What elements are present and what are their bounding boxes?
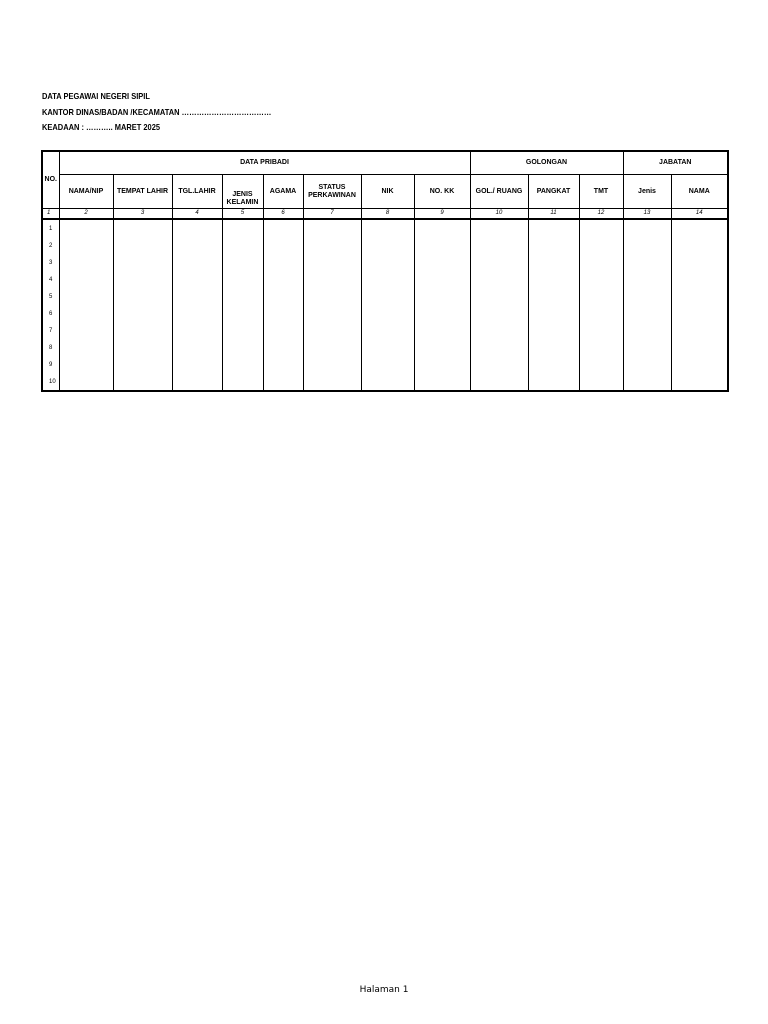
column-number: 6 (263, 209, 303, 220)
column-number-row (42, 209, 728, 220)
table-cell[interactable] (303, 254, 361, 271)
table-cell[interactable] (59, 322, 113, 339)
column-header: PANGKAT (528, 175, 579, 209)
table-cell[interactable] (579, 219, 623, 237)
row-number: 8 (42, 339, 59, 356)
table-cell[interactable] (361, 237, 414, 254)
table-cell[interactable] (303, 271, 361, 288)
table-row (42, 373, 728, 391)
table-cell[interactable] (222, 271, 263, 288)
table-cell[interactable] (671, 356, 728, 373)
table-cell[interactable] (623, 254, 671, 271)
column-number: 1 (42, 209, 59, 220)
column-number: 11 (528, 209, 579, 220)
employee-data-table (41, 150, 729, 392)
table-cell[interactable] (361, 288, 414, 305)
table-cell[interactable] (579, 254, 623, 271)
row-number: 3 (42, 254, 59, 271)
table-cell[interactable] (470, 339, 528, 356)
column-number: 12 (579, 209, 623, 220)
column-header: TMT (579, 175, 623, 209)
table-cell[interactable] (113, 339, 172, 356)
table-cell[interactable] (528, 322, 579, 339)
table-cell[interactable] (470, 288, 528, 305)
table-cell[interactable] (671, 373, 728, 391)
table-cell[interactable] (303, 219, 361, 237)
office-line: KANTOR DINAS/BADAN /KECAMATAN ……………………………… (42, 107, 272, 117)
row-number: 7 (42, 322, 59, 339)
table-cell[interactable] (528, 219, 579, 237)
table-cell[interactable] (579, 271, 623, 288)
table-cell[interactable] (113, 219, 172, 237)
table-cell[interactable] (303, 373, 361, 391)
table-cell[interactable] (263, 271, 303, 288)
table-cell[interactable] (361, 322, 414, 339)
table-cell[interactable] (172, 339, 222, 356)
table-row (42, 322, 728, 339)
table-cell[interactable] (414, 254, 470, 271)
table-cell[interactable] (263, 339, 303, 356)
table-cell[interactable] (623, 339, 671, 356)
table-row (42, 271, 728, 288)
table-cell[interactable] (623, 373, 671, 391)
page-number: Halaman 1 (359, 985, 409, 995)
table-cell[interactable] (303, 339, 361, 356)
row-number: 5 (42, 288, 59, 305)
table-cell[interactable] (222, 356, 263, 373)
table-cell[interactable] (113, 271, 172, 288)
table-cell[interactable] (470, 254, 528, 271)
table-cell[interactable] (414, 373, 470, 391)
table-cell[interactable] (671, 219, 728, 237)
column-number: 4 (172, 209, 222, 220)
status-date-line: KEADAAN : ……….. MARET 2025 (42, 122, 161, 132)
table-cell[interactable] (113, 237, 172, 254)
column-number: 8 (361, 209, 414, 220)
column-number: 5 (222, 209, 263, 220)
table-cell[interactable] (671, 288, 728, 305)
table-cell[interactable] (623, 356, 671, 373)
table-cell[interactable] (528, 288, 579, 305)
table-cell[interactable] (361, 219, 414, 237)
table-cell[interactable] (172, 373, 222, 391)
table-cell[interactable] (263, 305, 303, 322)
table-row (42, 219, 728, 237)
table-row (42, 305, 728, 322)
table-cell[interactable] (470, 373, 528, 391)
table-cell[interactable] (172, 237, 222, 254)
column-number: 3 (113, 209, 172, 220)
column-header: NAMA/NIP (59, 175, 113, 209)
column-number: 9 (414, 209, 470, 220)
column-header: STATUS PERKAWINAN (303, 175, 361, 209)
column-number: 10 (470, 209, 528, 220)
table-cell[interactable] (263, 237, 303, 254)
table-cell[interactable] (623, 288, 671, 305)
table-cell[interactable] (361, 356, 414, 373)
table-cell[interactable] (414, 237, 470, 254)
column-header: NO. KK (414, 175, 470, 209)
table-cell[interactable] (579, 373, 623, 391)
table-cell[interactable] (579, 356, 623, 373)
table-cell[interactable] (59, 305, 113, 322)
table-cell[interactable] (263, 254, 303, 271)
table-cell[interactable] (172, 322, 222, 339)
column-header: NIK (361, 175, 414, 209)
table-cell[interactable] (579, 305, 623, 322)
table-cell[interactable] (172, 254, 222, 271)
table-cell[interactable] (222, 373, 263, 391)
row-number: 10 (42, 373, 59, 391)
table-cell[interactable] (470, 305, 528, 322)
table-cell[interactable] (59, 339, 113, 356)
table-row (42, 254, 728, 271)
table-cell[interactable] (361, 305, 414, 322)
table-cell[interactable] (172, 271, 222, 288)
table-cell[interactable] (528, 356, 579, 373)
table-cell[interactable] (303, 356, 361, 373)
table-cell[interactable] (59, 254, 113, 271)
table-cell[interactable] (59, 288, 113, 305)
table-cell[interactable] (671, 322, 728, 339)
table-cell[interactable] (113, 305, 172, 322)
table-cell[interactable] (172, 305, 222, 322)
table-cell[interactable] (172, 288, 222, 305)
column-number: 14 (671, 209, 728, 220)
column-header: JENIS KELAMIN (222, 175, 263, 209)
table-cell[interactable] (361, 271, 414, 288)
table-cell[interactable] (263, 219, 303, 237)
table-cell[interactable] (623, 237, 671, 254)
data-pribadi-header: DATA PRIBADI (59, 151, 470, 175)
form-title: DATA PEGAWAI NEGERI SIPIL (42, 91, 150, 101)
table-cell[interactable] (579, 322, 623, 339)
table-cell[interactable] (222, 339, 263, 356)
column-header-row (42, 175, 728, 209)
column-header: AGAMA (263, 175, 303, 209)
table-cell[interactable] (113, 288, 172, 305)
table-cell[interactable] (414, 339, 470, 356)
table-cell[interactable] (263, 373, 303, 391)
table-cell[interactable] (222, 288, 263, 305)
data-rows (42, 219, 728, 391)
table-row (42, 288, 728, 305)
table-cell[interactable] (59, 356, 113, 373)
table-cell[interactable] (59, 219, 113, 237)
table-cell[interactable] (414, 322, 470, 339)
table-cell[interactable] (470, 322, 528, 339)
table-cell[interactable] (361, 373, 414, 391)
table-cell[interactable] (361, 254, 414, 271)
table-cell[interactable] (671, 237, 728, 254)
table-row (42, 237, 728, 254)
table-cell[interactable] (528, 339, 579, 356)
table-cell[interactable] (263, 288, 303, 305)
table-cell[interactable] (414, 305, 470, 322)
row-number: 2 (42, 237, 59, 254)
table-cell[interactable] (579, 339, 623, 356)
table-cell[interactable] (172, 356, 222, 373)
jabatan-header: JABATAN (623, 151, 728, 175)
table-cell[interactable] (113, 322, 172, 339)
table-cell[interactable] (528, 271, 579, 288)
table-cell[interactable] (172, 219, 222, 237)
table-cell[interactable] (623, 219, 671, 237)
row-number: 1 (42, 219, 59, 237)
row-number: 4 (42, 271, 59, 288)
no-header: NO. (42, 151, 59, 209)
table-cell[interactable] (623, 322, 671, 339)
table-row (42, 339, 728, 356)
row-number: 9 (42, 356, 59, 373)
table-cell[interactable] (222, 219, 263, 237)
table-cell[interactable] (113, 373, 172, 391)
table-cell[interactable] (528, 254, 579, 271)
table-cell[interactable] (470, 237, 528, 254)
row-number: 6 (42, 305, 59, 322)
table-cell[interactable] (528, 305, 579, 322)
table-cell[interactable] (222, 254, 263, 271)
table-cell[interactable] (414, 271, 470, 288)
table-cell[interactable] (59, 271, 113, 288)
column-header: NAMA (671, 175, 728, 209)
table-cell[interactable] (528, 373, 579, 391)
table-cell[interactable] (414, 288, 470, 305)
table-cell[interactable] (671, 254, 728, 271)
table-cell[interactable] (303, 288, 361, 305)
table-cell[interactable] (303, 305, 361, 322)
table-cell[interactable] (59, 373, 113, 391)
table-cell[interactable] (303, 322, 361, 339)
table-cell[interactable] (579, 237, 623, 254)
table-cell[interactable] (470, 219, 528, 237)
table-cell[interactable] (671, 339, 728, 356)
column-header: TGL.LAHIR (172, 175, 222, 209)
table-cell[interactable] (579, 288, 623, 305)
table-cell[interactable] (470, 356, 528, 373)
table-cell[interactable] (528, 237, 579, 254)
column-number: 2 (59, 209, 113, 220)
column-header: GOL./ RUANG (470, 175, 528, 209)
table-cell[interactable] (623, 305, 671, 322)
table-cell[interactable] (671, 305, 728, 322)
table-cell[interactable] (222, 237, 263, 254)
column-header: Jenis (623, 175, 671, 209)
golongan-header: GOLONGAN (470, 151, 623, 175)
table-cell[interactable] (671, 271, 728, 288)
table-cell[interactable] (222, 305, 263, 322)
table-cell[interactable] (59, 237, 113, 254)
table-cell[interactable] (470, 271, 528, 288)
table-cell[interactable] (414, 219, 470, 237)
column-number: 7 (303, 209, 361, 220)
table-cell[interactable] (113, 254, 172, 271)
column-header: TEMPAT LAHIR (113, 175, 172, 209)
column-number: 13 (623, 209, 671, 220)
table-row (42, 356, 728, 373)
table-cell[interactable] (361, 339, 414, 356)
table-cell[interactable] (222, 322, 263, 339)
table-cell[interactable] (623, 271, 671, 288)
table-cell[interactable] (263, 356, 303, 373)
table-cell[interactable] (263, 322, 303, 339)
table-cell[interactable] (303, 237, 361, 254)
table-cell[interactable] (113, 356, 172, 373)
table-cell[interactable] (414, 356, 470, 373)
